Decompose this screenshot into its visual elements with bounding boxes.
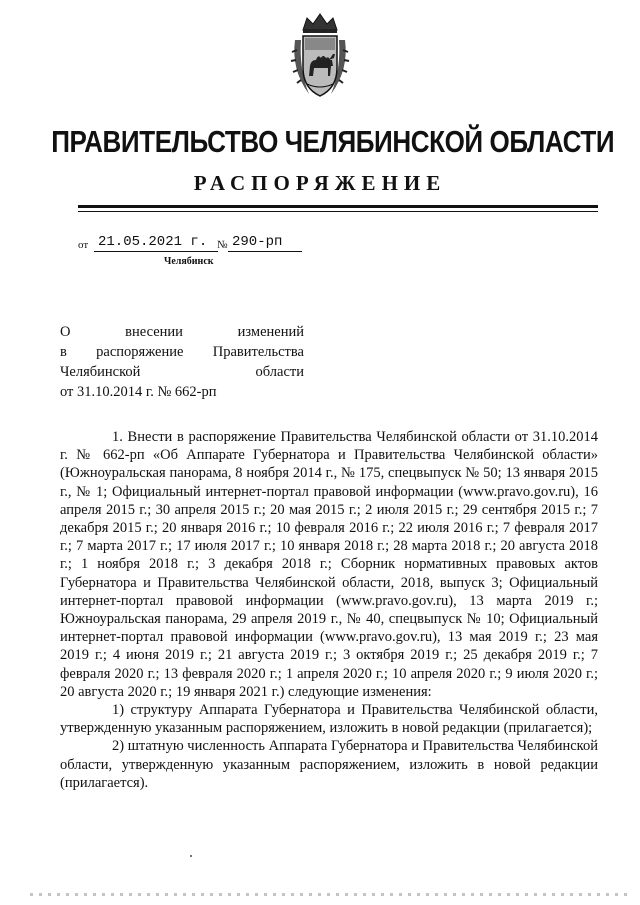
city-name: Челябинск — [164, 256, 214, 267]
scan-dot — [190, 855, 192, 857]
document-type: РАСПОРЯЖЕНИЕ — [193, 171, 447, 195]
header-divider-thin — [78, 211, 598, 212]
document-number: 290-рп — [228, 233, 302, 252]
header-divider-thick — [78, 205, 598, 208]
subject-line: Челябинской области — [60, 364, 304, 380]
document-subject — [60, 322, 304, 402]
body-paragraph: 1) структуру Аппарата Губернатора и Правительства Челябинской области, утвержденную указанным распоряжением, изложить в новой редакции (прилагается); — [60, 702, 598, 737]
body-paragraph: 1. Внести в распоряжение Правительства Челябинской области от 31.10.2014 г. № 662-рп «Об Аппарате Губернатора и Правительства Челябинской области» (Южноуральская панорама, 8 ноября 2014 г., № 175, спецвыпуск № 50; 13 января 2015 г., № 1; Официальный интернет-портал правовой информации (www.pravo.gov.ru), 16 апреля 2015 г.; 30 апреля 2015 г.; 20 мая 2015 г.; 2 июля 2015 г.; 29 сентября 2015 г.; 7 декабря 2015 г.; 20 января 2016 г.; 10 февраля 2016 г.; 22 июля 2016 г.; 7 февраля 2017 г.; 7 марта 2017 г.; 17 июля 2017 г.; 10 января 2018 г.; 28 марта 2018 г.; 20 августа 2018 г.; 1 ноября 2018 г.; 3 декабря 2018 г.; Сборник нормативных правовых актов Губернатора и Правительства Челябинской области, 2018, выпуск 3; Официальный интернет-портал правовой информации (www.pravo.gov.ru), 13 марта 2019 г.; Южноуральская панорама, 29 апреля 2019 г., № 40, спецвыпуск № 10; Официальный интернет-портал правовой информации (www.pravo.gov.ru), 13 мая 2019 г.; 23 мая 2019 г.; 4 июня 2019 г.; 21 августа 2019 г.; 3 октября 2019 г.; 25 декабря 2019 г.; 7 февраля 2020 г.; 13 февраля 2020 г.; 1 апреля 2020 г.; 10 апреля 2020 г.; 9 июля 2020 г.; 20 августа 2020 г.; 19 января 2021 г.) следующие изменения: — [60, 429, 598, 700]
subject-line: от 31.10.2014 г. № 662-рп — [60, 384, 217, 400]
subject-line: в распоряжение Правительства — [60, 344, 304, 360]
number-label: № — [217, 239, 228, 251]
coat-of-arms-icon — [289, 10, 351, 102]
document-date: 21.05.2021 г. — [94, 233, 218, 252]
body-paragraph: 2) штатную численность Аппарата Губернатора и Правительства Челябинской области, утвержденную указанным распоряжением, изложить в новой редакции (прилагается). — [60, 738, 598, 791]
date-label: от — [78, 239, 89, 251]
subject-line: О внесении изменений — [60, 324, 304, 340]
document-body — [60, 428, 598, 792]
government-title: ПРАВИТЕЛЬСТВО ЧЕЛЯБИНСКОЙ ОБЛАСТИ — [51, 124, 615, 159]
scan-edge-noise — [30, 893, 630, 896]
